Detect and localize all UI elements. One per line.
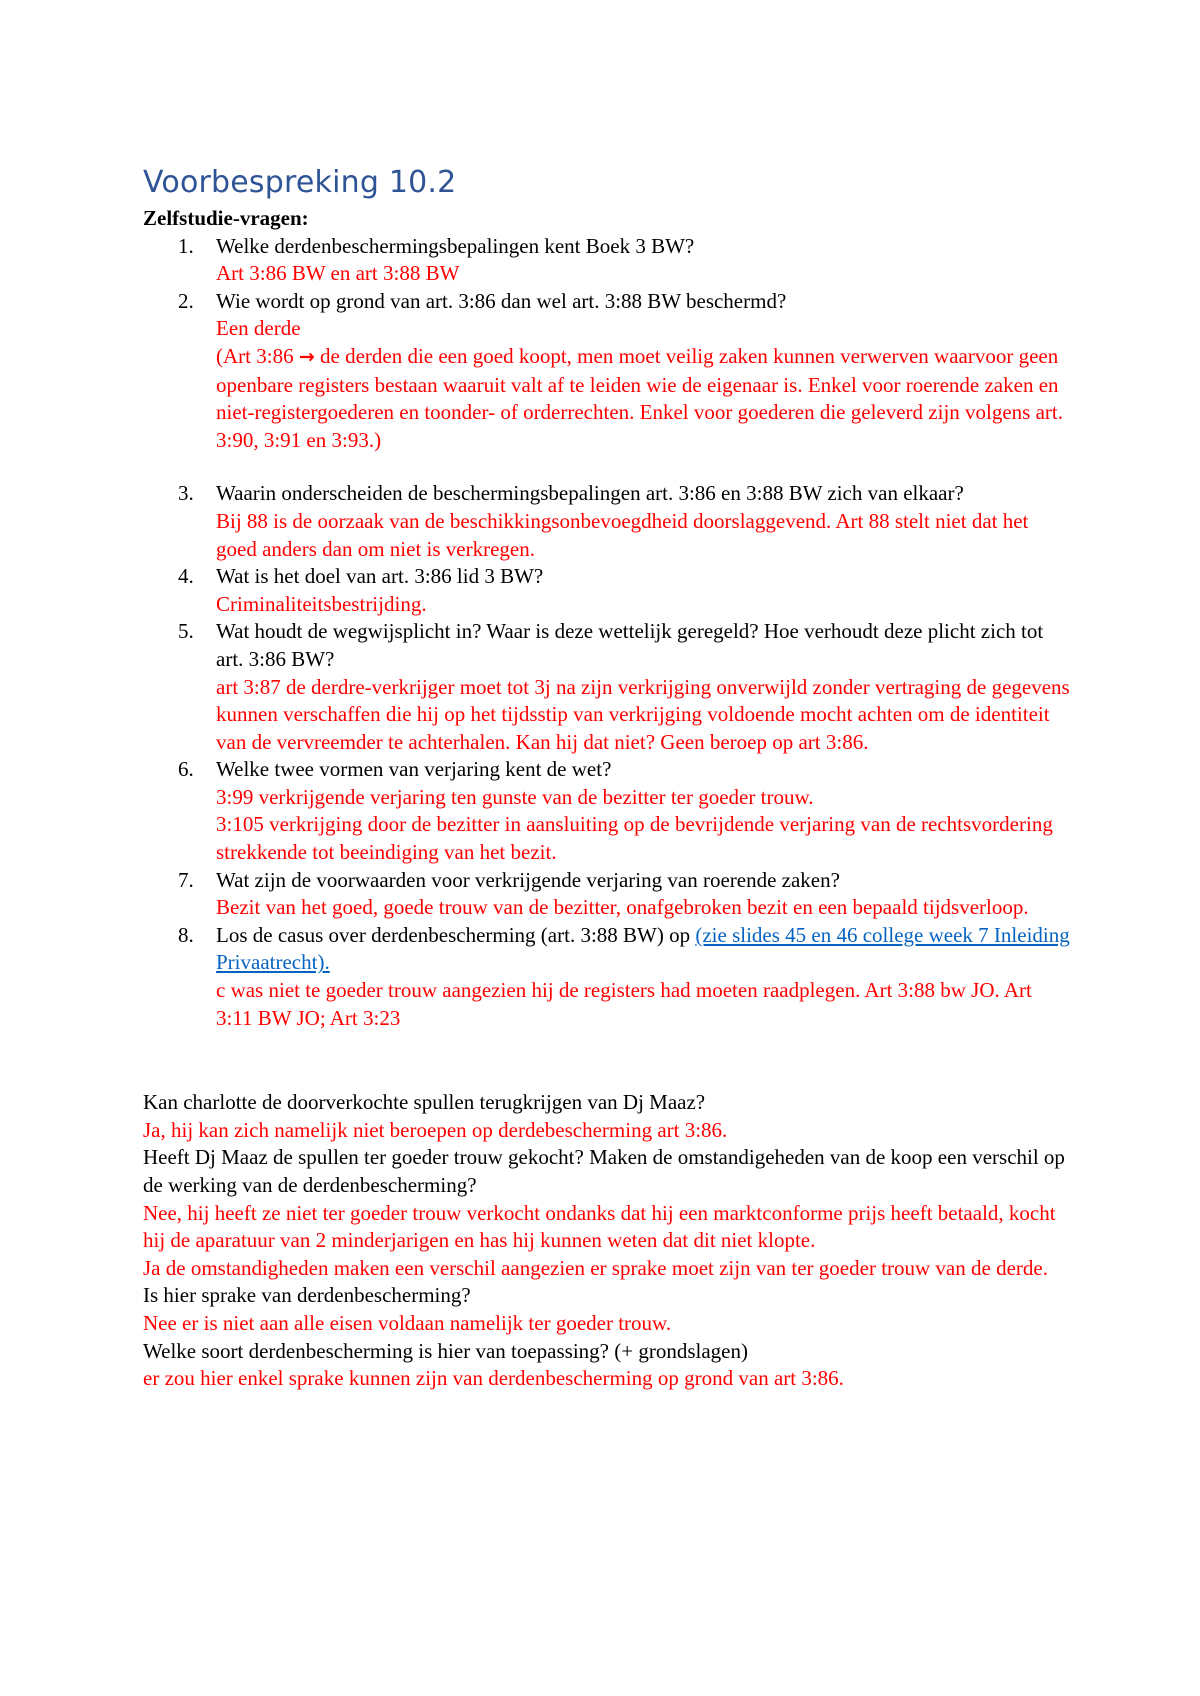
casus-question: Welke soort derdenbescherming is hier van toepassing? (+ grondslagen) [143, 1338, 748, 1363]
question-number: 7. [178, 867, 194, 892]
question-number: 5. [178, 619, 194, 644]
question-text: Wat is het doel van art. 3:86 lid 3 BW? [216, 564, 544, 589]
casus-answer: Ja de omstandigheden maken een verschil aangezien er sprake moet zijn van ter goeder trouw van de derde. [143, 1255, 1048, 1280]
question-item-2 [143, 288, 1073, 481]
question-item-1 [143, 233, 1073, 288]
answer-text-part: (Art 3:86 [216, 343, 294, 368]
answer-text: Art 3:86 BW en art 3:88 BW [216, 261, 460, 286]
answer-text-part: de derden die een goed koopt, men moet veilig zaken kunnen verwerven waarvoor geen openbare registers bestaan waaruit valt af te leiden wie de eigenaar is. Enkel voor roerende zaken en niet-registergoederen en toonder- of orderrechten. Enkel voor goederen die geleverd zijn volgens art. 3:90, 3:91 en 3:93.) [216, 343, 1064, 452]
answer-text [216, 343, 1073, 454]
page-title: Voorbespreking 10.2 [143, 165, 457, 200]
casus-answer: Nee er is niet aan alle eisen voldaan namelijk ter goeder trouw. [143, 1310, 672, 1335]
spacer [216, 454, 1073, 480]
answer-text: Een derde [216, 316, 301, 341]
question-text: Waarin onderscheiden de beschermingsbepalingen art. 3:86 en 3:88 BW zich van elkaar? [216, 481, 964, 506]
question-text: Welke twee vormen van verjaring kent de wet? [216, 757, 612, 782]
answer-text: Criminaliteitsbestrijding. [216, 591, 427, 616]
spacer [143, 1032, 1073, 1089]
casus-answer: Ja, hij kan zich namelijk niet beroepen op derdebescherming art 3:86. [143, 1117, 728, 1142]
question-number: 8. [178, 922, 194, 947]
question-text: Wat zijn de voorwaarden voor verkrijgende verjaring van roerende zaken? [216, 867, 840, 892]
question-list [143, 233, 1073, 1033]
question-text-part: Los de casus over derdenbescherming (art. 3:88 BW) op [216, 922, 691, 947]
document-content [143, 165, 1073, 1393]
question-item-6 [143, 756, 1073, 866]
slides-link[interactable]: (zie slides 45 en 46 college week 7 Inleiding Privaatrecht). [216, 922, 1070, 975]
question-item-5 [143, 618, 1073, 756]
answer-text: 3:99 verkrijgende verjaring ten gunste van de bezitter ter goeder trouw. [216, 784, 814, 809]
question-number: 4. [178, 564, 194, 589]
question-text: Welke derdenbeschermingsbepalingen kent Boek 3 BW? [216, 233, 695, 258]
question-number: 6. [178, 757, 194, 782]
question-item-8 [143, 922, 1073, 1032]
section-subtitle: Zelfstudie-vragen: [143, 206, 309, 230]
arrow-right-icon: → [298, 345, 315, 368]
question-text: Wie wordt op grond van art. 3:86 dan wel art. 3:88 BW beschermd? [216, 288, 787, 313]
casus-question: Heeft Dj Maaz de spullen ter goeder trouw gekocht? Maken de omstandigeheden van de koop een verschil op de werking van de derdenbescherming? [143, 1145, 1065, 1197]
answer-text: 3:105 verkrijging door de bezitter in aansluiting op de bevrijdende verjaring van de rechtsvordering strekkende tot beeindiging van het bezit. [216, 812, 1053, 865]
question-item-3 [143, 480, 1073, 563]
casus-section [143, 1089, 1073, 1393]
question-number: 3. [178, 481, 194, 506]
answer-text: c was niet te goeder trouw aangezien hij de registers had moeten raadplegen. Art 3:88 bw JO. Art 3:11 BW JO; Art 3:23 [216, 978, 1032, 1030]
casus-answer: Nee, hij heeft ze niet ter goeder trouw verkocht ondanks dat hij een marktconforme prijs heeft betaald, kocht hij de aparatuur van 2 minderjarigen en has hij kunnen weten dat dit niet klopte. [143, 1200, 1056, 1253]
question-text: Wat houdt de wegwijsplicht in? Waar is deze wettelijk geregeld? Hoe verhoudt deze plicht zich tot art. 3:86 BW? [216, 619, 1044, 671]
casus-question: Kan charlotte de doorverkochte spullen terugkrijgen van Dj Maaz? [143, 1090, 706, 1115]
casus-question: Is hier sprake van derdenbescherming? [143, 1283, 471, 1308]
answer-text: art 3:87 de derdre-verkrijger moet tot 3j na zijn verkrijging onverwijld zonder vertraging de gegevens kunnen verschaffen die hij op het tijdsstip van verkrijging voldoende mocht achten om de identiteit van de vervreemder te achterhalen. Kan hij dat niet? Geen beroep op art 3:86. [216, 674, 1070, 754]
question-number: 2. [178, 288, 194, 313]
answer-text: Bij 88 is de oorzaak van de beschikkingsonbevoegdheid doorslaggevend. Art 88 stelt niet dat het goed anders dan om niet is verkregen. [216, 508, 1029, 561]
answer-text: Bezit van het goed, goede trouw van de bezitter, onafgebroken bezit en een bepaald tijdsverloop. [216, 895, 1029, 920]
question-item-4 [143, 563, 1073, 618]
question-text [216, 922, 1073, 977]
question-item-7 [143, 867, 1073, 922]
casus-answer: er zou hier enkel sprake kunnen zijn van derdenbescherming op grond van art 3:86. [143, 1366, 844, 1391]
question-number: 1. [178, 233, 194, 258]
